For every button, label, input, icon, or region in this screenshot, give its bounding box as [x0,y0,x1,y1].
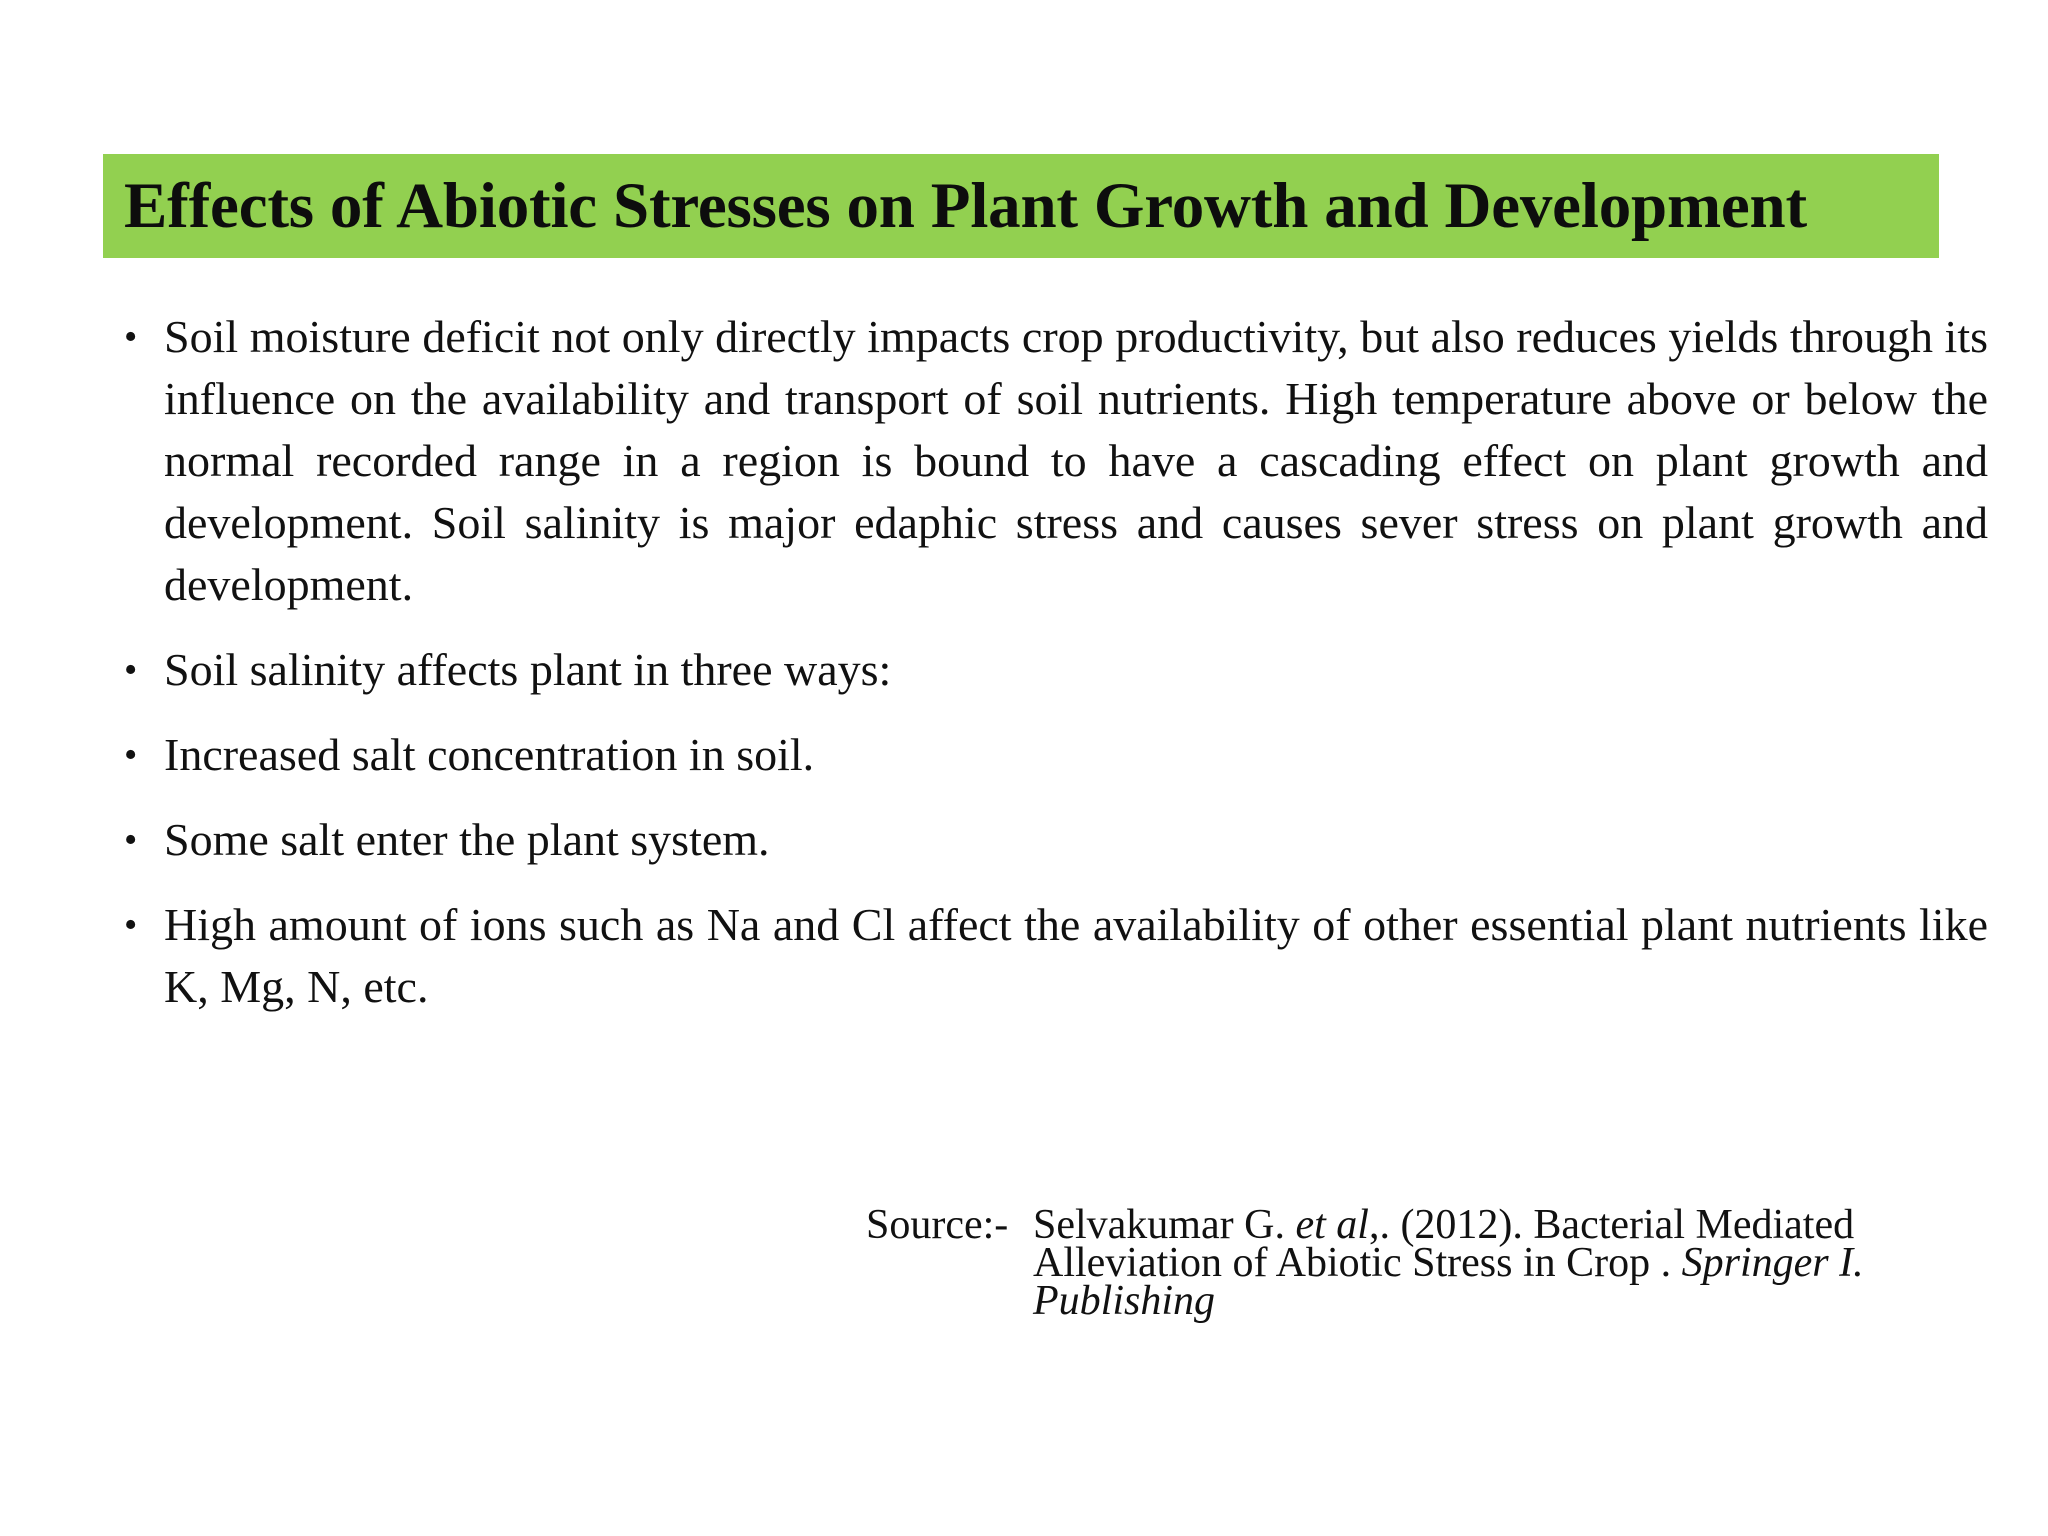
bullet-item [120,724,1988,786]
bullet-dot-icon: • [124,734,138,776]
bullet-item [120,639,1988,701]
source-citation [866,1202,1976,1324]
source-authors: Selvakumar G. [1033,1202,1285,1248]
bullet-text: Some salt enter the plant system. [164,814,770,865]
bullet-item [120,306,1988,616]
slide-title: Effects of Abiotic Stresses on Plant Growth and Development [124,169,1807,242]
bullet-list [120,306,1988,1041]
bullet-text: Soil moisture deficit not only directly impacts crop productivity, but also reduces yields through its influence on the availability and transport of soil nutrients. High temperature above or below the normal recorded range in a region is bound to have a cascading effect on plant growth and development. Soil salinity is major edaphic stress and causes sever stress on plant growth and development. [164,311,1988,610]
bullet-dot-icon: • [124,316,138,358]
bullet-dot-icon: • [124,649,138,691]
source-label: Source:- [866,1202,1009,1248]
title-banner [103,154,1939,258]
bullet-item [120,809,1988,871]
bullet-text: High amount of ions such as Na and Cl affect the availability of other essential plant nutrients like K, Mg, N, etc. [164,899,1988,1012]
bullet-dot-icon: • [124,819,138,861]
bullet-item [120,894,1988,1018]
source-reference [1033,1202,1953,1324]
bullet-text: Soil salinity affects plant in three ways: [164,644,892,695]
bullet-dot-icon: • [124,904,138,946]
source-et-al: et al [1295,1202,1369,1248]
source-publisher: Springer I. Publishing [1033,1240,1864,1324]
source-year-title: ,. (2012). Bacterial Mediated Alleviation of Abiotic Stress in Crop . [1033,1202,1855,1286]
bullet-text: Increased salt concentration in soil. [164,729,815,780]
